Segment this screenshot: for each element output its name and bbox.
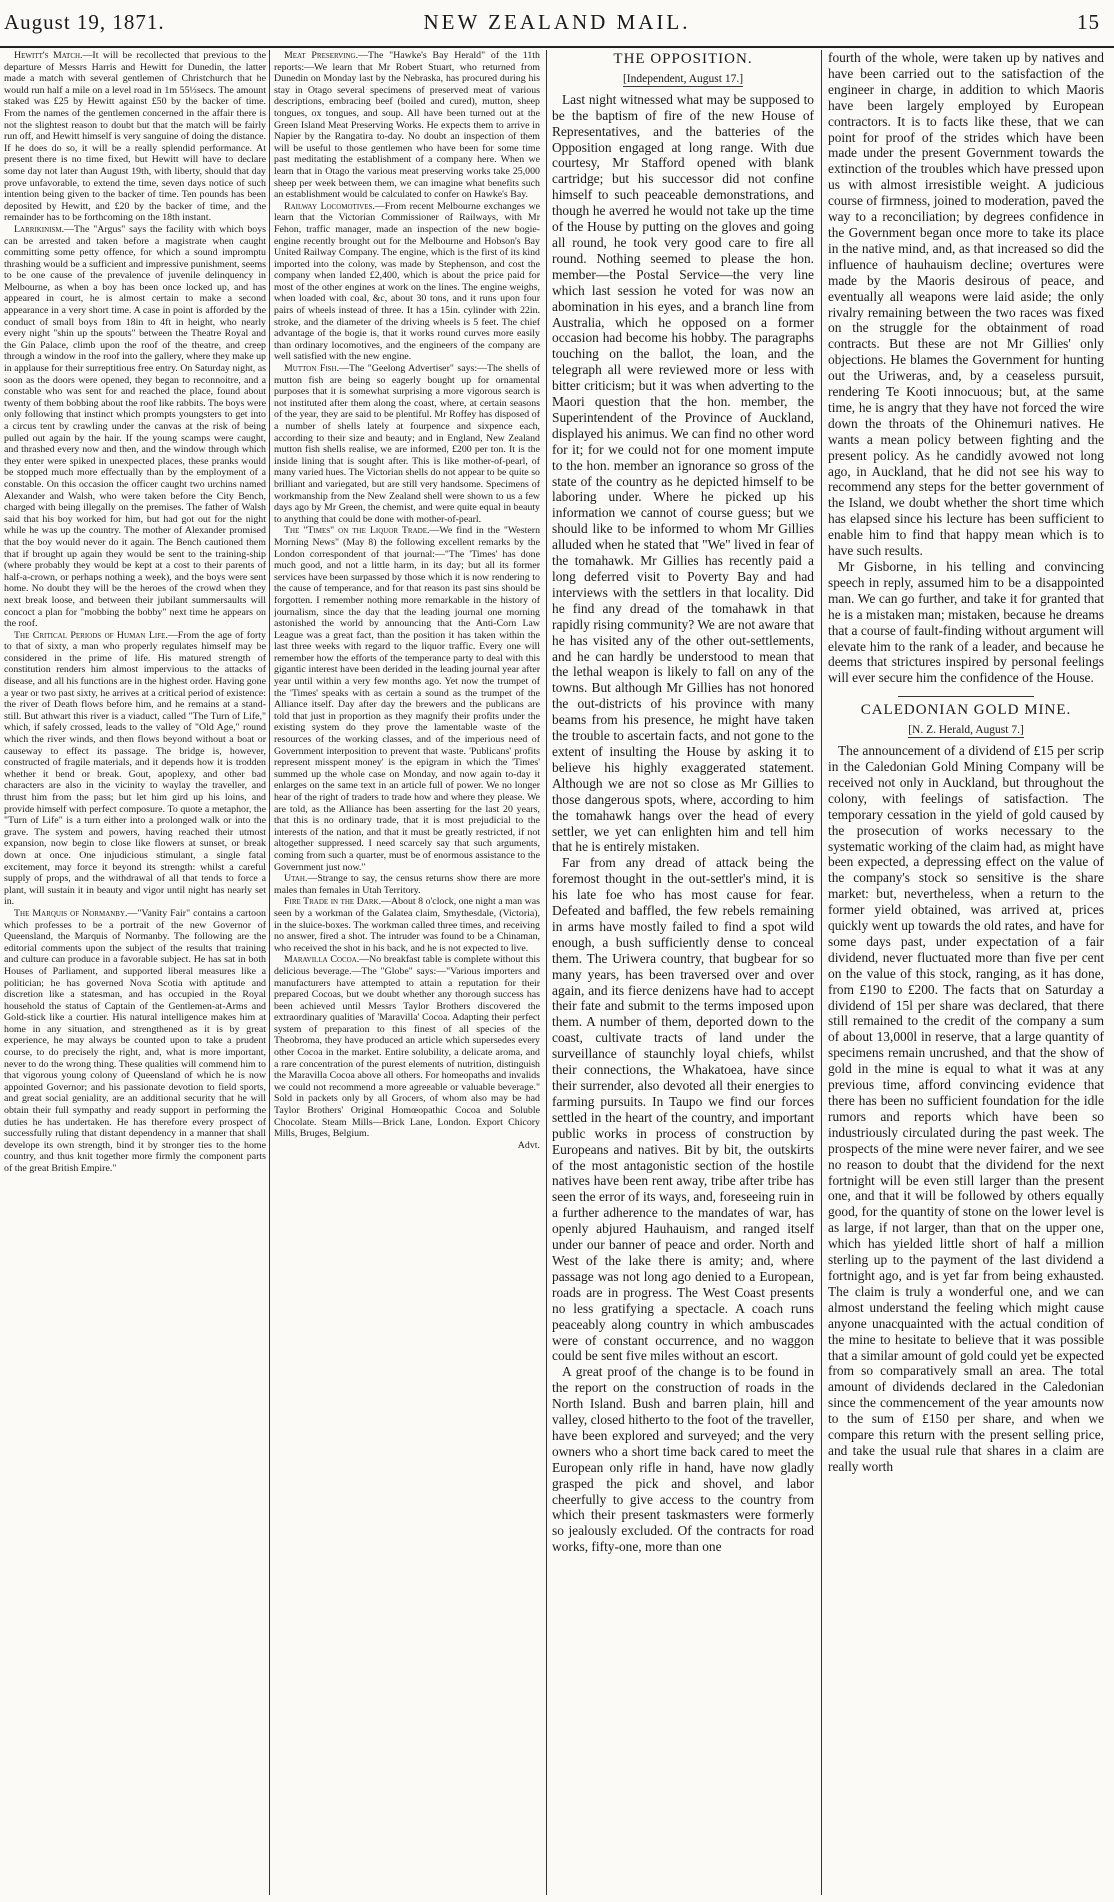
source-credit <box>828 723 1104 739</box>
article-body: —From the age of forty to that of sixty, a man who properly regulates himself may be considered in the prime of life. His matured strength of constitution renders him almost impervious to the attacks of disease, and all his functions are in the highest order. Having gone a year or two past sixty, he arrives at a critical period of existence: the river of Death flows before him, and he remains at a stand-still. But athwart this river is a viaduct, called "The Turn of Life," which, if safely crossed, leads to the valley of "Old Age," round which the river winds, and then flows beyond without a boat or causeway to effect its passage. The bridge is, however, constructed of fragile materials, and it depends how it is trodden whether it bend or break. Gout, apoplexy, and other bad characters are also in the vicinity to waylay the traveller, and thrust him from the pass; but let him gird up his loins, and provide himself with perfect composure. To quote a metaphor, the "Turn of Life" is a turn either into a prolonged walk or into the grave. The system and powers, having reached their utmost expansion, now begin to close like flowers at sunset, or break down at once. One injudicious stimulant, a single fatal excitement, may force it beyond its strength: whilst a careful supply of props, and the withdrawal of all that tends to force a plant, will sustain it in beauty and vigor until night has nearly set in. <box>4 629 266 908</box>
paragraph: Mr Gisborne, in his telling and convincing speech in reply, assumed him to be a disappointed man. We can go further, and take it for granted that he is a mistaken man; mistaken, because he dreams that a course of fault-finding without argument will elevate him to the rank of a leader, and because he deems that strictures inspired by personal feelings will ever secure him the confidence of the House. <box>828 559 1104 686</box>
article-title: Mutton Fish. <box>284 363 340 375</box>
column-4 <box>828 50 1104 1895</box>
paragraph: The announcement of a dividend of £15 per scrip in the Caledonian Gold Mining Company will be received not only in Auckland, but throughout the colony, with feelings of satisfaction. The temporary cessation in the yield of gold caused by the prosecution of works necessary to the systematic working of the claim had, as might have been expected, a depressing effect on the value of the company's stock so sensitive is the share market: but, nevertheless, when a return to the former yield obtained, was arrived at, prices quickly went up towards the old rates, and have for some days past, under expectation of a fair dividend, never fluctuated more than five per cent on the value of this stock, ranging, as it has done, from £190 to £200. The facts that on Saturday a dividend of 15l per share was declared, that there still remained to the credit of the company a sum of about 13,000l in reserve, that a large quantity of specimens remain uncrushed, and that the show of gold in the mine is equal to what it was at any previous time, afford convincing evidence that there has been no sufficient foundation for the idle rumors and reports which have been so industriously circulated during the past week. The prospects of the mine were never fairer, and we see no reason to doubt that the dividend for the next fortnight will be even still larger than the present one, and that it will be followed by others equally good, for the quantity of stone on the lower level is as large, if not larger, than that on the upper one, which has yielded little short of half a million sterling up to the payment of the last dividend a fortnight ago, and is yet far from being exhausted. The claim is truly a wonderful one, and we can almost understand the feeling which might cause anyone unacquainted with the actual condition of the mine to hesitate to believe that it was possible that a similar amount of gold could yet be expected from so comparatively small an area. The total amount of dividends declared in the Caledonian since the commencement of the year amounts now to the sum of £150 per share, and when we compare this return with the present selling price, and take the usual rule that shares in a claim are really worth <box>828 743 1104 1474</box>
article-body: —From recent Melbourne exchanges we learn that the Victorian Commissioner of Railways, with Mr Fehon, traffic manager, made an inspection of the new bogie-engine recently brought out for the Melbourne and Hobson's Bay United Railway Company. The engine, which is the first of its kind imported into the colony, was made by Stephenson, and cost the company when landed £2,400, which is about the price paid for most of the other engines at work on the lines. The engine weighs, when loaded with coal, &c, about 30 tons, and it runs upon four pairs of wheels instead of three. It has a 15in. cylinder with 22in. stroke, and the diameter of the driving wheels is 5 feet. The chief advantage of the bogie is, that it works round curves more easily than ordinary locomotives, and the engineers of the company are well satisfied with the new engine. <box>274 200 540 363</box>
article-maravilla-cocoa <box>274 954 540 1140</box>
article-critical-periods <box>4 630 266 908</box>
column-1 <box>4 50 266 1895</box>
article-hewitts-match <box>4 50 266 224</box>
article-marquis-of-normanby <box>4 908 266 1175</box>
section-divider <box>898 696 1034 697</box>
article-body: —The "Hawke's Bay Herald" of the 11th reports:—We learn that Mr Robert Stuart, who returned from Dunedin on Monday last by the Nebraska, has procured during his stay in Otago several specimens of preserved meat of various descriptions, embracing beef (boiled and cured), mutton, sheep tongues, ox tongues, and soup. All have been turned out at the Green Island Meat Preserving Works. He expects them to arrive in Napier by the Rangatira to-day. No doubt an inspection of them will be useful to those gentlemen who have been for some time past meditating the establishment of a company here. When we learn that in Otago the various meat preserving works take 25,000 sheep per week between them, we can imagine what benefits such an establishment would be calculated to confer on Hawke's Bay. <box>274 50 540 201</box>
article-body: —The "Geelong Advertiser" says:—The shells of mutton fish are being so eagerly bought up for ornamental purposes that it is somewhat surprising a more vigorous search is not instituted after them along the coast, where, at certain seasons of the year, they are said to be plentiful. Mr Roffey has disposed of a number of shells lately at fourpence and sixpence each, according to their size and beauty; and in England, New Zealand mutton fish shells realise, we are informed, £200 per ton. It is the inside lining that is sought after. This is like mother-of-pearl, of many varied hues. The Victorian shells do not appear to be quite so brilliant and variegated, but are still very handsome. Specimens of workmanship from the New Zealand shell were shown to us a few days ago by Mr Green, the chemist, and were quite equal in beauty to anything that could be done with mother-of-pearl. <box>274 363 540 525</box>
article-mutton-fish <box>274 363 540 525</box>
issue-date: August 19, 1871. <box>4 10 165 34</box>
article-body: —Strange to say, the census returns show there are more males than females in Utah Territory. <box>274 873 540 896</box>
column-rule <box>546 50 547 1895</box>
paragraph: Last night witnessed what may be supposed to be the baptism of fire of the new House of Representatives, and the batteries of the Opposition engaged at long range. With due courtesy, Mr Stafford opened with blank cartridge; but his successor did not confine himself to such peaceable demonstrations, and though he averred he would not take up the time of the House by putting on the gloves and going all round, he took very good care to fire all round. Nothing seemed to please the hon. member—the Postal Service—the very line which last session he voted for was now an abomination in his eyes, and a branch line from Australia, which he opposed on a former occasion had become his hobby. The paragraphs touching on the ballot, the loan, and the telegraph all were reviewed more or less with bitter criticism; but it was when adverting to the Maori question that the hon. member, the Superintendent of the Province of Auckland, displayed his animus. We can find no other word for it; for we could not for one moment impute to the hon. member an ignorance so gross of the state of the country as he depicted himself to be laboring under. Where he picked up his information we cannot of course guess; but we should like to be informed to whom Mr Gillies alluded when he stated that "We" lived in fear of the tomahawk. Mr Gillies has recently paid a long deferred visit to Poverty Bay and had interviews with the settlers in that locality. Did he find any dread of the tomahawk in that rapidly rising community? We are not aware that he has visited any of the other out-settlements, and he can hardly be understood to mean that the lethal weapon is likely to fall on any of the towns. But although Mr Gillies has not honored the out-districts of his province with many beams from his presence, he might have taken the trouble to ascertain facts, and not gone to the extent of insulting the House by asking it to believe his highly exaggerated statement. Although we are not so close as Mr Gillies to those dangerous spots, where, according to him the tomahawk hangs over the head of every settler, we yet can enlighten him and tell him that he is entirely mistaken. <box>552 91 814 855</box>
article-body: —We find in the "Western Morning News" (May 8) the following excellent remarks by the London correspondent of that journal:—"The 'Times' has done much good, and not a little harm, in its day; but all its former services have been surpassed by those which it is now rendering to the cause of temperance, and for that reason its past sins should be forgotten. I remember nothing more remarkable in the history of journalism, since the day that the leading journal one morning astonished the world by announcing that the Anti-Corn Law League was a great fact, than the position it has taken within the last three weeks with regard to the liquor traffic. Every one will remember how the efforts of the temperance party to deal with this gigantic interest have been derided in the leading journal year after year until within a very few months ago. Yet now the trumpet of the 'Times' speaks with as certain a sound as the trumpet of the Alliance itself. Day after day the brewers and the publicans are told that just in proportion as they magnify their profits under the existing system do they prove the lamentable waste of the resources of the working classes, and of the imperious need of Government interposition to prevent that waste. 'Publicans' profits represent misspent money' is the epigram in which the 'Times' summed up the whole case on Monday, and now again to-day it enlarges on the same text in an article full of power. We no longer hear of the right of traders to trade how and where they please. We are told, as the Alliance has been asserting for the last 20 years, that this is no ordinary trade, that it is most prejudicial to the interests of the nation, and that it must be greatly restricted, if not altogether suppressed. I need scarcely say that such arguments, coming from such a quarter, must be of enormous assistance to the Government just now." <box>274 525 540 873</box>
paragraph: Far from any dread of attack being the foremost thought in the out-settler's mind, it is his late foe who has most cause for fear. Defeated and baffled, the few rebels remaining in arms have mostly failed to find a spot wild enough, a bush sufficiently dense to conceal them. The Uriwera country, that bugbear for so many years, has been traversed over and over again, and its fierce denizens have had to accept their fate and submit to the terms imposed upon them. A number of them, deported down to the coast, cultivate tracts of land under the surveillance of staunchly loyal chiefs, whilst their connections, the Whakatoea, have since their surrender, also devoted all their energies to farming pursuits. In Taupo we find our forces settled in the heart of the country, and important public works in process of construction by Europeans and natives. Bit by bit, the outskirts of the most antagonistic section of the hostile natives have been rent away, tribe after tribe has seen the error of its ways, and, foreseeing ruin in a further adherence to the mandates of war, has openly abjured Hauhauism, and ranged itself under our banner of peace and order. North and West of the lake there is amity; and, where passage was not long ago denied to a European, roads are in progress. The West Coast presents no less gratifying a spectacle. A coach runs peaceably along country in which ambuscades were of constant occurrence, and no waggon could be sent five miles without an escort. <box>552 855 814 1364</box>
column-rule <box>821 50 822 1895</box>
source-credit-text: [N. Z. Herald, August 7.] <box>908 724 1024 737</box>
article-title: The Critical Periods of Human Life. <box>14 629 168 641</box>
source-credit <box>552 72 814 88</box>
paragraph: fourth of the whole, were taken up by natives and have been carried out to the satisfaction of the engineer in charge, in addition to which Maoris have been largely employed by European contractors. It is to facts like these, that we can point for proof of the strides which have been made under the present Government towards the extinction of the troubles which have pressed upon us with almost irresistible weight. A judicious course of firmness, joined to moderation, paved the way to a reconciliation; by degrees confidence in the Government began once more to take its place in the native mind, and, as that increased so did the influence of hauhauism decline; overtures were made by the Maoris desirous of peace, and eventually all weapons were laid aside; the only rivalry remaining between the two races was fixed on the struggle for the obtainment of road contracts. But these are not Mr Gillies' only objections. He blames the Government for hunting out the Uriweras, and, by a ceaseless pursuit, rendering Te Kooti innocuous; but, at the same time, he is angry that they have not forced the wire down the throats of the Ohinemuri natives. He wants a mean policy between fighting and the present policy. As he candidly avowed not long ago, in Auckland, that he did not see his way to recommend any steps for the better government of the Island, we doubt whether the short time which has elapsed since his lecture has been sufficient to enable him to find that happy mean which is to have such results. <box>828 50 1104 559</box>
article-title: Maravilla Cocoa. <box>284 954 360 966</box>
article-title: Meat Preserving. <box>284 50 359 61</box>
masthead <box>0 0 1114 48</box>
article-title: Fire Trade in the Dark. <box>284 896 382 908</box>
article-title: Hewitt's Match. <box>14 50 83 61</box>
advertisement-signature: Advt. <box>517 1139 540 1151</box>
article-body: —It will be recollected that previous to the departure of Messrs Harris and Hewitt for Dunedin, the latter made a match with several gentlemen of Christchurch that he would run half a mile on a level road in 1m 55⅓secs. The amount staked was £25 by Hewitt against £50 by the backer of time. From the names of the gentlemen concerned in the affair there is not the slightest reason to doubt but that the match will be fairly run off, and Hewitt himself is very sanguine of doing the distance. If he does do so, it will be a really splendid performance. At present there is no time fixed, but Hewitt will have to declare some day not later than August 19th, with liberty, should that day prove unfavorable, to extend the time, seven days notice of such intention being given to the backer of time. Ten pounds has been deposited by Hewitt, and £20 by the backer of time, and the remainder has to be forthcoming on the 18th instant. <box>4 50 266 224</box>
article-times-liquor-trade <box>274 525 540 873</box>
article-fire-trade <box>274 896 540 954</box>
newspaper-title: NEW ZEALAND MAIL. <box>423 10 691 34</box>
article-body: —The "Argus" says the facility with which boys can be arrested and taken before a magistrate when caught committing some petty offence, for which a sound impromptu thrashing would be a sufficient and impressive punishment, seems to be one cause of the prevalence of juvenile delinquency in Melbourne, as when a boy has been once locked up, and has appeared in court, he is almost certain to make a second appearance in a very short time. A case in point is afforded by the conduct of small boys from 18in to 4ft in height, who nearly every night "shin up the spouts" between the Theatre Royal and the Gin Palace, climb upon the roof of the theatre, and creep through a window in the roof into the gallery, where they make up in applause for their surreptitious free entry. On Saturday night, as soon as the doors were opened, they began to reconnoitre, and a constable who was sent for and reached the place, found about twenty of them bobbing about the roof like rabbits. The boys were only following that instinct which prompts youngsters to get into a circus tent by crawling under the canvas at the risk of being pulled out again by the hair. If the young scamps were caught, and thrashed every now and then, and the window through which they enter were spiked in unexpected places, these pranks would be stopped much more effectually than by the employment of a constable. On this occasion the officer caught two urchins named Alexander and Walsh, who were taken before the City Bench, charged with being illegally on the premises. The father of Walsh said that his boy worked for him, but had got out for the night while he was up the country. The mother of Alexander promised that the boy would never do it again. The Bench cautioned them that if brought up again they would be sent to the training-ship (where probably they would be kept at a cost to their parents of half-a-crown, or perhaps nothing a week), and the boys were sent home. No doubt they will be the heroes of the crowd when they next break loose, and between their jubilant summersaults will concoct a plan for "mobbing the bobby" next time he appears on the roof. <box>4 223 266 630</box>
page-number: 15 <box>1077 10 1100 34</box>
article-title: The Marquis of Normanby. <box>14 907 128 919</box>
article-title: Utah. <box>284 873 308 885</box>
column-3 <box>552 50 814 1895</box>
article-body: —No breakfast table is complete without this delicious beverage.—The "Globe" says:—"Various importers and manufacturers have attempted to attain a reputation for their prepared Cocoas, but we doubt whether any thorough success has been achieved until Messrs Taylor Brothers discovered the extraordinary qualities of 'Maravilla' Cocoa. Adapting their perfect system of preparation to this finest of all species of the Theobroma, they have produced an article which supersedes every other Cocoa in the market. Entire solubility, a delicate aroma, and a rare concentration of the purest elements of nutrition, distinguish the Maravilla Cocoa above all others. For homeopaths and invalids we could not recommend a more agreeable or valuable beverage." Sold in packets only by all Grocers, of whom also may be had Taylor Brothers' Original Homœopathic Cocoa and Soluble Chocolate. Steam Mills—Brick Lane, London. Export Chicory Mills, Bruges, Belgium. <box>274 954 540 1140</box>
article-title: Railway Locomotives. <box>284 200 375 212</box>
article-body: —"Vanity Fair" contains a cartoon which professes to be a portrait of the new Governor of Queensland, the Marquis of Normanby. The following are the editorial comments upon the subject of the results that training and culture can produce in a favorable subject. He has sat in both Houses of Parliament, and supported liberal measures like a politician; he has governed Nova Scotia with aptitude and discretion like a statesman, and has occupied in the Royal household the status of Captain of the Gentlemen-at-Arms and Gold-stick like a courtier. His natural intelligence makes him at home in any situation, and strengthened as it is by great experience, he may always be counted upon to take a prudent course, to do precisely the right, and, what is more important, never to do the wrong thing. These qualities will commend him to that vigorous young colony of Queensland of which he is now appointed Governor; and his passionate devotion to field sports, and great social geniality, are an additional security that he will obtain their full sympathy and ready support in performing the duties he has undertaken. He has therefore every prospect of successfully ruling that distant dependency in a manner that shall develope its own strength, bind it by stronger ties to the home country, and thus knit together more firmly the component parts of the great British Empire." <box>4 907 266 1174</box>
paragraph: A great proof of the change is to be found in the report on the construction of roads in the North Island. Bush and barren plain, hill and valley, closed hitherto to the foot of the traveller, have been explored and surveyed; and the very owners who a short time back cared to meet the European only rifle in hand, have now gladly grasped the pick and shovel, and labor cheerfully to give access to the country from which their present taskmasters were formerly so jealously excluded. Of the contracts for road works, fifty-one, more than one <box>552 1364 814 1555</box>
article-title: The "Times" on the Liquor Trade. <box>284 525 430 537</box>
article-heading-caledonian: CALEDONIAN GOLD MINE. <box>860 702 1072 719</box>
article-body: —About 8 o'clock, one night a man was seen by a workman of the Galatea claim, Smythesdale, (Victoria), in the sluice-boxes. The workman called three times, and receiving no answer, fired a shot. The intruder was found to be a Chinaman, who received the shot in his back, and he is not expected to live. <box>274 896 540 954</box>
article-meat-preserving <box>274 50 540 201</box>
article-larrikinism <box>4 224 266 630</box>
article-heading-opposition: THE OPPOSITION. <box>613 51 753 67</box>
source-credit-text: [Independent, August 17.] <box>622 72 744 85</box>
article-utah <box>274 873 540 896</box>
article-title: Larrikinism. <box>14 223 65 235</box>
column-2 <box>274 50 540 1895</box>
column-rule <box>269 50 270 1895</box>
article-railway-locomotives <box>274 201 540 363</box>
